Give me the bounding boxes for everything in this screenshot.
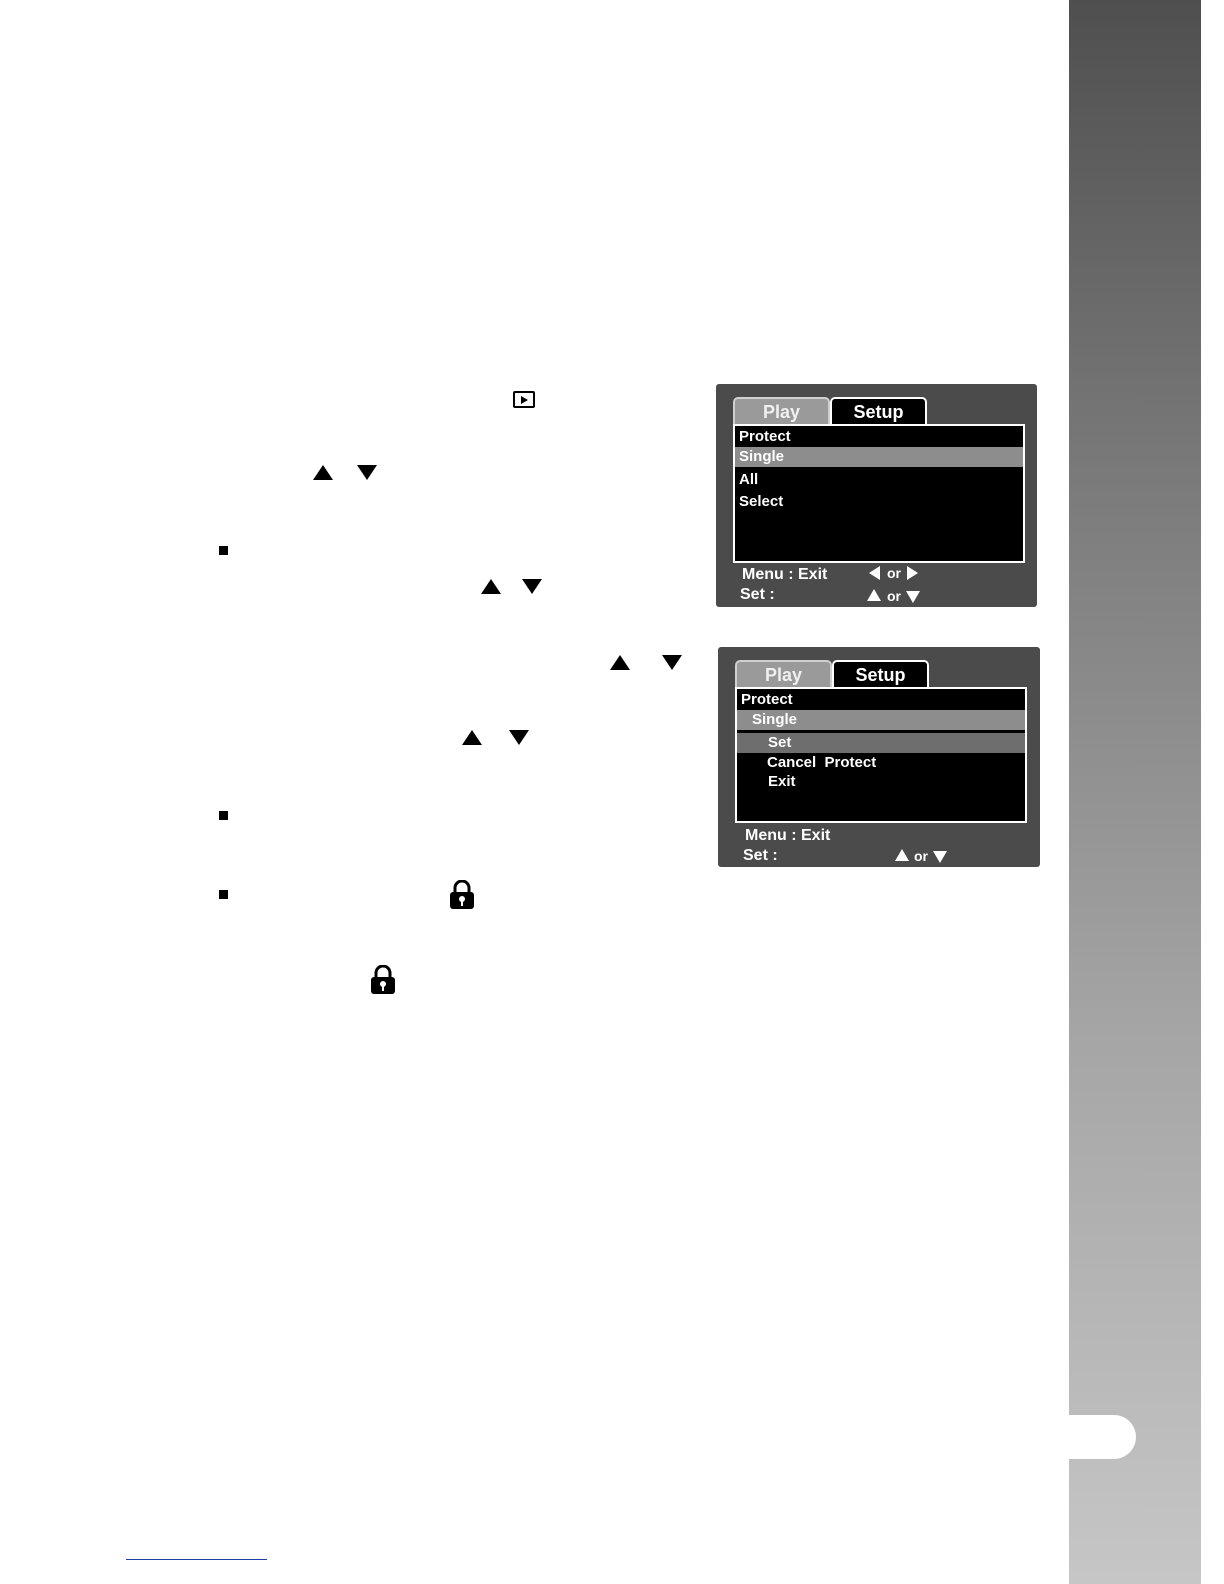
menu-panel — [733, 424, 1025, 563]
submenu-item-set[interactable]: Set — [737, 733, 1025, 753]
left-arrow-icon — [869, 566, 880, 580]
or-label: or — [914, 848, 928, 864]
tab-play[interactable]: Play — [735, 660, 832, 687]
menu-item-single[interactable]: Single — [737, 710, 1025, 730]
menu-title: Protect — [739, 428, 791, 445]
bullet-marker — [219, 811, 228, 820]
down-arrow-icon — [522, 579, 542, 594]
menu-item-single[interactable]: Single — [735, 447, 1023, 467]
play-mode-icon — [513, 391, 535, 408]
footer-rule — [126, 1559, 267, 1560]
submenu-item-cancel-protect[interactable]: Cancel Protect — [767, 754, 877, 771]
up-arrow-icon — [481, 579, 501, 594]
tab-setup[interactable]: Setup — [830, 397, 927, 424]
up-arrow-icon — [867, 589, 881, 601]
set-hint: Set : — [740, 586, 775, 603]
up-arrow-icon — [313, 465, 333, 480]
or-label: or — [887, 565, 901, 581]
menu-panel — [735, 687, 1027, 823]
bullet-marker — [219, 890, 228, 899]
menu-item-select[interactable]: Select — [739, 493, 784, 510]
page-number-tab — [1069, 1415, 1136, 1459]
right-arrow-icon — [907, 566, 918, 580]
up-arrow-icon — [895, 849, 909, 861]
down-arrow-icon — [906, 591, 920, 603]
up-arrow-icon — [610, 655, 630, 670]
menu-item-all[interactable]: All — [739, 471, 759, 488]
down-arrow-icon — [509, 730, 529, 745]
submenu-item-exit[interactable]: Exit — [768, 773, 796, 790]
chapter-sidebar — [1069, 0, 1201, 1584]
up-arrow-icon — [462, 730, 482, 745]
or-label: or — [887, 588, 901, 604]
menu-exit-hint: Menu : Exit — [745, 827, 831, 844]
menu-title: Protect — [741, 691, 793, 708]
lock-icon — [448, 880, 476, 910]
menu-exit-hint: Menu : Exit — [742, 566, 828, 583]
set-hint: Set : — [743, 847, 778, 864]
camera-screen-protect-single — [718, 647, 1040, 867]
down-arrow-icon — [357, 465, 377, 480]
tab-play[interactable]: Play — [733, 397, 830, 424]
tab-setup[interactable]: Setup — [832, 660, 929, 687]
down-arrow-icon — [662, 655, 682, 670]
bullet-marker — [219, 546, 228, 555]
down-arrow-icon — [933, 851, 947, 863]
lock-icon — [369, 965, 397, 995]
camera-screen-protect-menu — [716, 384, 1037, 607]
